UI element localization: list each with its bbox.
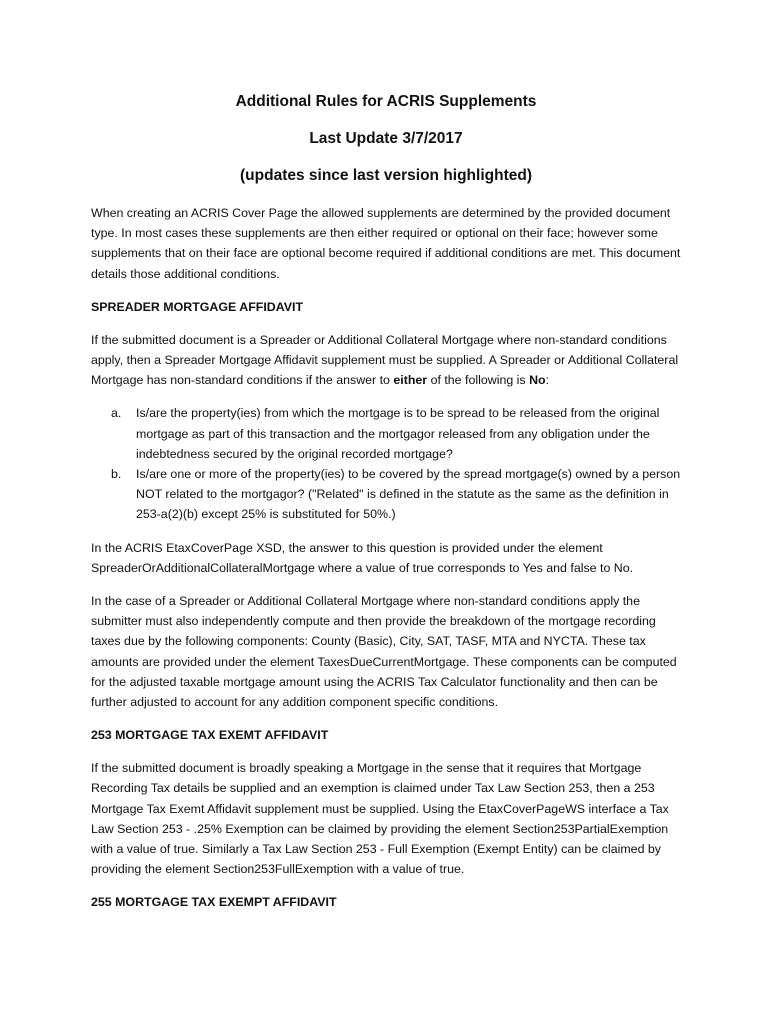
- document-page: [91, 92, 681, 925]
- section-255-heading: 255 MORTGAGE TAX EXEMPT AFFIDAVIT: [91, 895, 337, 910]
- list-item-text: Is/are the property(ies) from which the mortgage is to be spread to be released from the original mortgage as part of this transaction and the mortgagor released from any obligation under the indebtedness secured by the original recorded mortgage?: [136, 406, 660, 461]
- section-253-heading: 253 MORTGAGE TAX EXEMT AFFIDAVIT: [91, 728, 329, 743]
- spreader-para1-either: either: [393, 373, 428, 388]
- spreader-heading: SPREADER MORTGAGE AFFIDAVIT: [91, 299, 304, 314]
- list-item-text: Is/are one or more of the property(ies) to be covered by the spread mortgage(s) owned by a person NOT related to the mortgagor? ("Related" is defined in the statute as the same as the definition in 253-a(2)(b) except 25% is substituted for 50%.): [136, 467, 681, 522]
- spreader-paragraph-1: [91, 330, 681, 391]
- intro-paragraph: When creating an ACRIS Cover Page the allowed supplements are determined by the provided document type. In most cases these supplements are then either required or optional on their face; however some supplements that on their face are optional become required if additional conditions are met. This document details those additional conditions.: [91, 206, 681, 281]
- document-title: Additional Rules for ACRIS Supplements: [235, 93, 537, 110]
- spreader-para1-no: No: [529, 373, 546, 388]
- spreader-paragraph-2: In the ACRIS EtaxCoverPage XSD, the answer to this question is provided under the element SpreaderOrAdditionalCollateralMortgage where a value of true corresponds to Yes and false to No.: [91, 540, 634, 575]
- spreader-para1-end: :: [545, 373, 550, 388]
- spreader-para1-middle: of the following is: [427, 373, 530, 388]
- list-item: [91, 403, 681, 464]
- spreader-conditions-list: [91, 403, 681, 524]
- list-marker: b.: [111, 467, 122, 482]
- last-update: Last Update 3/7/2017: [309, 130, 463, 147]
- spreader-para1-text: If the submitted document is a Spreader or Additional Collateral Mortgage where non-standard conditions apply, then a Spreader Mortgage Affidavit supplement must be supplied. A Spreader or Additional Collateral Mortgage has non-standard conditions if the answer to: [91, 332, 679, 388]
- spreader-paragraph-3: In the case of a Spreader or Additional Collateral Mortgage where non-standard conditions apply the submitter must also independently compute and then provide the breakdown of the mortgage recording taxes due by the following components: County (Basic), City, SAT, TASF, MTA and NYCTA. These tax amounts are provided under the element TaxesDueCurrentMortgage. These components can be computed for the adjusted taxable mortgage amount using the ACRIS Tax Calculator functionality and then can be further adjusted to account for any addition component specific conditions.: [91, 594, 677, 710]
- list-marker: a.: [111, 406, 122, 421]
- updates-note: (updates since last version highlighted): [240, 167, 532, 184]
- list-item: [91, 464, 681, 525]
- section-253-paragraph: If the submitted document is broadly speaking a Mortgage in the sense that it requires that Mortgage Recording Tax details be supplied and an exemption is claimed under Tax Law Section 253, then a 253 Mortgage Tax Exemt Affidavit supplement must be supplied. Using the EtaxCoverPageWS interface a Tax Law Section 253 - .25% Exemption can be claimed by providing the element Section253PartialExemption with a value of true. Similarly a Tax Law Section 253 - Full Exemption (Exempt Entity) can be claimed by providing the element Section253FullExemption with a value of true.: [91, 761, 669, 877]
